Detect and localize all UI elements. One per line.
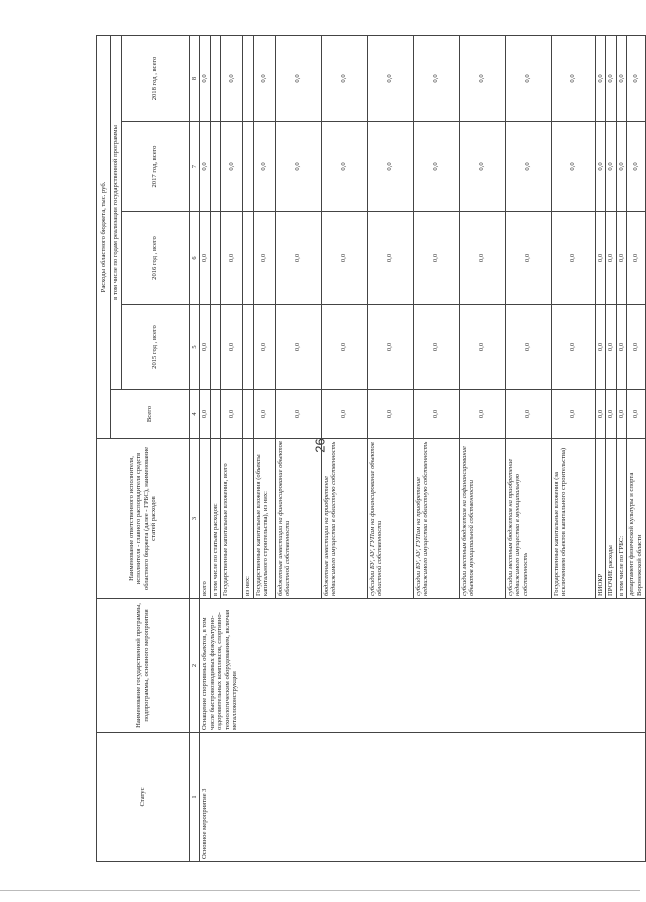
value-year-2017: 0,0 — [606, 122, 617, 212]
value-year-2015: 0,0 — [253, 305, 275, 390]
value-year-2016 — [243, 212, 254, 305]
value-year-2015: 0,0 — [616, 305, 627, 390]
expense-item-label: субсидии местным бюджетам на приобретение недвижимого имущества в муниципальную собственность — [505, 439, 551, 599]
header-budget: Расходы областного бюджета, тыс. руб. — [97, 35, 111, 438]
column-number: 8 — [189, 35, 199, 121]
value-total: 0,0 — [275, 390, 321, 439]
value-year-2017 — [243, 122, 254, 212]
expense-item-label: Государственные капитальные вложения (объекты капитального строительства), из них: — [253, 439, 275, 599]
column-number: 7 — [189, 122, 199, 212]
value-year-2015: 0,0 — [321, 305, 367, 390]
value-total: 0,0 — [199, 390, 210, 439]
expense-item-label: Государственные капитальные вложения, всего — [221, 439, 243, 599]
value-year-2018 — [243, 35, 254, 121]
value-year-2018: 0,0 — [595, 35, 606, 121]
value-year-2018: 0,0 — [367, 35, 413, 121]
value-total: 0,0 — [616, 390, 627, 439]
value-year-2015 — [243, 305, 254, 390]
expense-item-label: в том числе по статьям расходов: — [210, 439, 221, 599]
value-year-2017: 0,0 — [321, 122, 367, 212]
header-year-2018: 2018 год , всего — [121, 35, 189, 121]
value-year-2015: 0,0 — [275, 305, 321, 390]
value-total: 0,0 — [253, 390, 275, 439]
expense-item-label: всего — [199, 439, 210, 599]
header-year-2015: 2015 год , всего — [121, 305, 189, 390]
value-year-2016: 0,0 — [321, 212, 367, 305]
value-year-2018: 0,0 — [199, 35, 210, 121]
table-body — [199, 35, 645, 861]
header-year-2017: 2017 год, всего — [121, 122, 189, 212]
value-year-2016: 0,0 — [595, 212, 606, 305]
value-year-2017: 0,0 — [221, 122, 243, 212]
value-total: 0,0 — [459, 390, 505, 439]
value-year-2017: 0,0 — [459, 122, 505, 212]
header-years-caption: в том числе по годам реализации государственной программы — [111, 35, 122, 389]
value-year-2015: 0,0 — [459, 305, 505, 390]
value-year-2017: 0,0 — [551, 122, 595, 212]
value-year-2016: 0,0 — [221, 212, 243, 305]
value-year-2017: 0,0 — [413, 122, 459, 212]
value-year-2018: 0,0 — [413, 35, 459, 121]
value-year-2016: 0,0 — [199, 212, 210, 305]
column-number: 2 — [189, 599, 199, 733]
value-year-2018: 0,0 — [275, 35, 321, 121]
expense-item-label: из них: — [243, 439, 254, 599]
value-total: 0,0 — [595, 390, 606, 439]
value-year-2017: 0,0 — [505, 122, 551, 212]
page-bottom-rule — [0, 890, 640, 891]
value-total: 0,0 — [367, 390, 413, 439]
expense-item-label: ПРОЧИЕ расходы — [606, 439, 617, 599]
value-year-2018: 0,0 — [627, 35, 645, 121]
value-year-2015: 0,0 — [505, 305, 551, 390]
expense-item-label: субсидии БУ, АУ, ГУПам на финансирование объектов областной собственности — [367, 439, 413, 599]
value-year-2016: 0,0 — [367, 212, 413, 305]
value-year-2015: 0,0 — [551, 305, 595, 390]
value-year-2017: 0,0 — [275, 122, 321, 212]
value-total — [243, 390, 254, 439]
value-year-2018: 0,0 — [221, 35, 243, 121]
status-cell: Основное мероприятие 3 — [199, 733, 645, 862]
value-year-2015: 0,0 — [595, 305, 606, 390]
value-year-2018: 0,0 — [606, 35, 617, 121]
value-year-2018 — [210, 35, 221, 121]
value-year-2015: 0,0 — [606, 305, 617, 390]
page-number: 26 — [312, 438, 328, 453]
expense-item-label: субсидии БУ, АУ, ГУПам на приобретение недвижимого имущества в областную собственность — [413, 439, 459, 599]
value-year-2018: 0,0 — [459, 35, 505, 121]
value-year-2016: 0,0 — [551, 212, 595, 305]
budget-table — [96, 35, 646, 862]
value-year-2018: 0,0 — [321, 35, 367, 121]
expense-item-label: НИОКР — [595, 439, 606, 599]
expense-item-label: субсидии местным бюджетам на софинансирование объектов муниципальной собственности — [459, 439, 505, 599]
value-total: 0,0 — [627, 390, 645, 439]
expense-item-label: Государственные капитальные вложения (за исключением объектов капитального строительства) — [551, 439, 595, 599]
column-number: 4 — [189, 390, 199, 439]
value-total — [210, 390, 221, 439]
column-numbers-row — [189, 35, 199, 861]
value-year-2017 — [210, 122, 221, 212]
expense-item-label: в том числе по ГРБС: — [616, 439, 627, 599]
value-total: 0,0 — [221, 390, 243, 439]
value-year-2016: 0,0 — [616, 212, 627, 305]
value-year-2015 — [210, 305, 221, 390]
column-number: 5 — [189, 305, 199, 390]
value-total: 0,0 — [551, 390, 595, 439]
value-year-2016: 0,0 — [627, 212, 645, 305]
value-total: 0,0 — [413, 390, 459, 439]
value-year-2016: 0,0 — [413, 212, 459, 305]
value-year-2016: 0,0 — [459, 212, 505, 305]
value-year-2017: 0,0 — [199, 122, 210, 212]
header-year-2016: 2016 год , всего — [121, 212, 189, 305]
table-rotated-container — [96, 36, 643, 862]
value-total: 0,0 — [606, 390, 617, 439]
value-year-2016: 0,0 — [253, 212, 275, 305]
value-year-2015: 0,0 — [367, 305, 413, 390]
value-year-2015: 0,0 — [413, 305, 459, 390]
value-year-2016 — [210, 212, 221, 305]
value-year-2015: 0,0 — [627, 305, 645, 390]
value-year-2015: 0,0 — [221, 305, 243, 390]
value-year-2016: 0,0 — [505, 212, 551, 305]
value-total: 0,0 — [321, 390, 367, 439]
program-name-cell: Оснащение спортивных объектов, в том числе быстровозводимых физкультурно-оздоровительных комплексов, спортивно-технологическим оборудованием, включая металлоконструкции — [199, 599, 645, 733]
value-year-2018: 0,0 — [253, 35, 275, 121]
expense-item-label: бюджетные инвестиции на приобретение недвижимого имущества в областную собственность — [321, 439, 367, 599]
value-total: 0,0 — [505, 390, 551, 439]
value-year-2018: 0,0 — [551, 35, 595, 121]
header-executor: Наименование ответственного исполнителя, исполнителя - главного распорядителя средств областного бюджета (далее - ГРБС), наименование статей расходов — [97, 439, 190, 599]
header-total: Всего — [111, 390, 190, 439]
table-row — [199, 35, 210, 861]
value-year-2018: 0,0 — [616, 35, 627, 121]
header-program: Наименование государственной программы, подпрограммы, основного мероприятия — [97, 599, 190, 733]
value-year-2018: 0,0 — [505, 35, 551, 121]
expense-item-label: бюджетные инвестиции на финансирование объектов областной собственности — [275, 439, 321, 599]
value-year-2017: 0,0 — [627, 122, 645, 212]
column-number: 1 — [189, 733, 199, 862]
value-year-2017: 0,0 — [253, 122, 275, 212]
value-year-2017: 0,0 — [367, 122, 413, 212]
column-number: 6 — [189, 212, 199, 305]
value-year-2017: 0,0 — [595, 122, 606, 212]
value-year-2017: 0,0 — [616, 122, 627, 212]
header-status: Статус — [97, 733, 190, 862]
column-number: 3 — [189, 439, 199, 599]
value-year-2015: 0,0 — [199, 305, 210, 390]
value-year-2016: 0,0 — [275, 212, 321, 305]
value-year-2016: 0,0 — [606, 212, 617, 305]
expense-item-label: департамент физической культуры и спорта Воронежской области — [627, 439, 645, 599]
